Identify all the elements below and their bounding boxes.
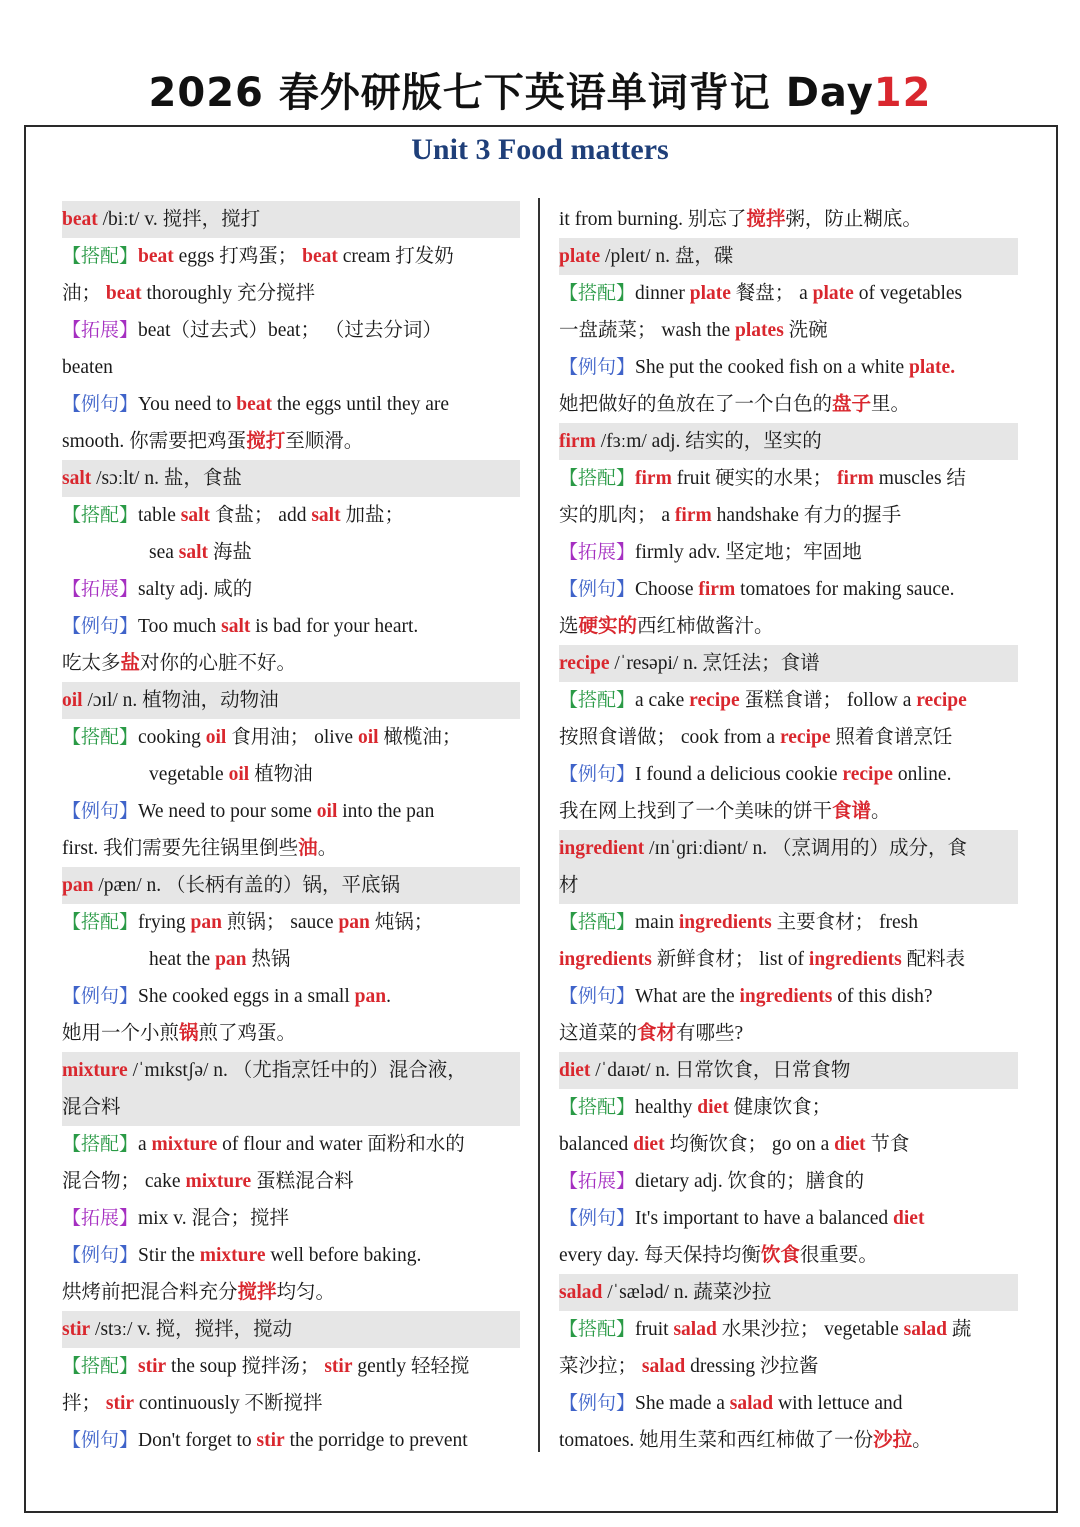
row-text: 油； [62,283,106,304]
collocation-tag: 【搭配】 [62,245,139,267]
row-text: 均匀。 [276,1282,336,1303]
row-text: /ɪnˈɡriːdiənt/ n. （烹调用的）成分，食 [644,838,968,859]
highlight-text: diet [697,1097,729,1118]
row-text: /stɜː/ v. 搅，搅拌，搅动 [90,1319,293,1340]
text-row [62,830,520,867]
highlight-text: recipe [559,653,610,674]
highlight-text: ingredients [678,912,772,933]
example-row [559,349,1018,386]
example-row [559,978,1018,1015]
highlight-text: firm [635,468,672,489]
highlight-text: ingredients [808,949,902,970]
page-title [0,64,1080,122]
example-tag: 【例句】 [62,1429,139,1451]
row-text: dressing 沙拉酱 [685,1356,819,1377]
highlight-text: diet [559,1060,591,1081]
row-text: /ɔɪl/ n. 植物油，动物油 [82,690,279,711]
row-text: sea [149,542,179,563]
example-tag: 【例句】 [559,578,636,600]
collocation-row [559,682,1018,719]
headword-row [559,645,1018,682]
highlight-text: pan [215,949,247,970]
row-text: 煎了鸡蛋。 [198,1023,297,1044]
extension-tag: 【拓展】 [62,1207,139,1229]
highlight-text: salt [180,505,211,526]
extension-row [62,312,520,349]
row-text: every day. 每天保持均衡 [559,1245,761,1266]
row-text: 海盐 [208,542,252,563]
row-text: dinner [635,283,690,304]
text-row [559,1126,1018,1163]
row-text: healthy [635,1097,698,1118]
example-row [559,1200,1018,1237]
highlight-text: firm [559,431,596,452]
row-text: Don't forget to [138,1430,257,1451]
text-row [62,1385,520,1422]
row-text: /ˈresəpi/ n. 烹饪法；食谱 [609,653,820,674]
highlight-text: salt [311,505,341,526]
row-text: main [635,912,679,933]
collocation-row [559,275,1018,312]
row-text: the porridge to prevent [284,1430,468,1451]
collocation-tag: 【搭配】 [559,282,636,304]
row-text: 这道菜的 [559,1023,638,1044]
example-row [62,386,520,423]
highlight-text: stir [105,1393,135,1414]
example-row [62,978,520,1015]
row-text: 混合料 [62,1097,121,1118]
row-text: vegetable [149,764,229,785]
row-text: eggs 打鸡蛋； [173,246,303,267]
text-row [62,1015,520,1052]
row-text: balanced [559,1134,634,1155]
highlight-text: salt [178,542,209,563]
row-text: 均衡饮食； go on a [664,1134,835,1155]
row-text: thoroughly 充分搅拌 [141,283,315,304]
row-text: 洗碗 [783,320,828,341]
highlight-text: mixture [62,1060,128,1081]
highlight-text: salad [559,1282,603,1303]
row-text: 按照食谱做； cook from a [559,727,780,748]
highlight-text: beat [236,394,272,415]
headword-row [62,1089,520,1126]
highlight-text: firm [674,505,712,526]
row-text: continuously 不断搅拌 [134,1393,323,1414]
text-row [62,349,520,386]
highlight-text: 食谱 [832,801,872,822]
highlight-text: diet [633,1134,665,1155]
example-tag: 【例句】 [559,356,636,378]
row-text: 主要食材； fresh [771,912,918,933]
headword-row [559,830,1018,867]
row-text: Stir the [138,1245,200,1266]
row-text: 。 [871,801,891,822]
highlight-text: stir [138,1356,167,1377]
row-text: frying [138,912,191,933]
row-text: 新鲜食材； list of [651,949,809,970]
row-text: 蔬 [947,1319,972,1340]
highlight-text: diet [834,1134,866,1155]
highlight-text: plate [559,246,601,267]
text-row [62,275,520,312]
unit-title: Unit 3 Food matters [411,133,669,166]
row-text: 混合物； cake [62,1171,186,1192]
row-text: Choose [635,579,699,600]
highlight-text: plate [689,283,731,304]
row-text: 。 [912,1430,932,1451]
row-text: 至顺滑。 [285,431,364,452]
row-text: a [138,1134,152,1155]
row-text: 拌； [62,1393,106,1414]
highlight-text: oil [316,801,338,822]
headword-row [62,1311,520,1348]
right-column [559,201,1018,1459]
headword-row [559,423,1018,460]
row-text: /pæn/ n. （长柄有盖的）锅，平底锅 [93,875,401,896]
highlight-text: oil [62,690,83,711]
example-row [559,571,1018,608]
highlight-text: mixture [151,1134,218,1155]
row-text: 食用油； olive [226,727,358,748]
text-row [62,1163,520,1200]
text-row [559,1422,1018,1459]
highlight-text: beat [138,246,174,267]
text-row [559,1015,1018,1052]
highlight-text: salad [903,1319,948,1340]
row-text: dietary adj. 饮食的；膳食的 [635,1171,865,1192]
row-text: 蛋糕混合料 [251,1171,354,1192]
highlight-text: salad [729,1393,774,1414]
highlight-text: diet [893,1208,925,1229]
row-text: of vegetables [853,283,963,304]
row-text: 一盘蔬菜； wash the [559,320,736,341]
row-text: a cake [635,690,690,711]
headword-row [559,1052,1018,1089]
row-text: first. 我们需要先往锅里倒些 [62,838,299,859]
row-text: muscles 结 [873,468,966,489]
row-text: mix v. 混合；搅拌 [138,1208,289,1229]
highlight-text: 食材 [637,1023,677,1044]
highlight-text: ingredient [559,838,645,859]
row-text: online. [892,764,952,785]
collocation-row [559,460,1018,497]
collocation-tag: 【搭配】 [559,1318,636,1340]
left-column [62,201,520,1459]
text-row [62,645,520,682]
row-text: 餐盘； a [730,283,813,304]
text-row [559,719,1018,756]
row-text: 橄榄油； [378,727,462,748]
highlight-text: 锅 [179,1023,199,1044]
highlight-text: 硬实的 [578,616,638,637]
text-row [559,201,1018,238]
page-title-prefix: 2026 春外研版七下英语单词背记 Day [148,70,874,116]
headword-row [62,682,520,719]
highlight-text: pan [354,986,387,1007]
row-text: the eggs until they are [272,394,450,415]
text-row [559,1348,1018,1385]
highlight-text: firm [698,579,736,600]
extension-tag: 【拓展】 [559,541,636,563]
highlight-text: 盐 [120,653,141,674]
collocation-row [62,1126,520,1163]
extension-row [62,571,520,608]
highlight-text: stir [62,1319,91,1340]
highlight-text: 沙拉 [873,1430,913,1451]
row-text: 吃太多 [62,653,121,674]
example-tag: 【例句】 [62,800,139,822]
text-row [62,534,520,571]
row-text: 食盐； add [210,505,312,526]
row-text: /pleɪt/ n. 盘，碟 [600,246,734,267]
highlight-text: salt [221,616,251,637]
highlight-text: stir [256,1430,285,1451]
row-text: 有哪些? [676,1023,744,1044]
row-text: She made a [635,1393,730,1414]
collocation-row [559,1089,1018,1126]
row-text: /fɜːm/ adj. 结实的，坚实的 [595,431,822,452]
row-text: fruit [635,1319,674,1340]
row-text: 我在网上找到了一个美味的饼干 [559,801,833,822]
highlight-text: ingredients [739,986,833,1007]
row-text: well before baking. [265,1245,422,1266]
extension-tag: 【拓展】 [62,578,139,600]
text-row [62,423,520,460]
example-tag: 【例句】 [559,985,636,1007]
extension-tag: 【拓展】 [559,1170,636,1192]
extension-row [559,534,1018,571]
text-row [559,793,1018,830]
highlight-text: pan [338,912,370,933]
example-row [62,1422,520,1459]
row-text: 粥，防止糊底。 [785,209,922,230]
row-text: cooking [138,727,206,748]
row-text: cream 打发奶 [337,246,454,267]
extension-row [62,1200,520,1237]
text-row [62,756,520,793]
text-row [62,941,520,978]
example-row [62,608,520,645]
highlight-text: mixture [199,1245,266,1266]
row-text: gently 轻轻搅 [352,1356,470,1377]
row-text: of flour and water 面粉和水的 [217,1134,465,1155]
collocation-tag: 【搭配】 [62,911,139,933]
highlight-text: recipe [779,727,831,748]
row-text: /ˈsæləd/ n. 蔬菜沙拉 [602,1282,772,1303]
row-text: 很重要。 [799,1245,878,1266]
row-text: 蛋糕食谱； follow a [739,690,917,711]
collocation-row [62,1348,520,1385]
row-text: I found a delicious cookie [635,764,843,785]
highlight-text: 盘子 [832,394,872,415]
highlight-text: oil [205,727,227,748]
headword-row [62,867,520,904]
headword-row [559,238,1018,275]
column-divider [538,198,540,1452]
example-tag: 【例句】 [559,1207,636,1229]
example-row [559,756,1018,793]
example-tag: 【例句】 [62,985,139,1007]
row-text: 她把做好的鱼放在了一个白色的 [559,394,833,415]
page-title-day: 12 [873,70,932,116]
highlight-text: beat [302,246,338,267]
row-text: You need to [138,394,237,415]
row-text: What are the [635,986,740,1007]
headword-row [62,201,520,238]
collocation-row [62,719,520,756]
highlight-text: plates [735,320,784,341]
row-text: beat（过去式）beat； （过去分词） [138,320,442,341]
highlight-text: stir [324,1356,353,1377]
headword-row [62,1052,520,1089]
row-text: 节食 [865,1134,910,1155]
collocation-tag: 【搭配】 [559,1096,636,1118]
highlight-text: oil [357,727,379,748]
highlight-text: beat [62,209,98,230]
row-text: /biːt/ v. 搅拌，搅打 [97,209,261,230]
collocation-tag: 【搭配】 [62,726,139,748]
row-text: 西红柿做酱汁。 [637,616,774,637]
collocation-tag: 【搭配】 [559,911,636,933]
row-text: /ˈmɪkstʃə/ n. （尤指烹饪中的）混合液， [127,1060,467,1081]
row-text: 照着食谱烹饪 [830,727,953,748]
row-text: heat the [149,949,216,970]
row-text: firmly adv. 坚定地；牢固地 [635,542,862,563]
collocation-row [559,1311,1018,1348]
text-row [559,497,1018,534]
highlight-text: beat [105,283,142,304]
highlight-text: plate [812,283,854,304]
highlight-text: ingredients [559,949,652,970]
example-row [559,1385,1018,1422]
text-row [62,1274,520,1311]
row-text: tomatoes. 她用生菜和西红柿做了一份 [559,1430,874,1451]
row-text: handshake 有力的握手 [711,505,902,526]
row-text: She cooked eggs in a small [138,986,355,1007]
headword-row [559,1274,1018,1311]
headword-row [62,460,520,497]
row-text: . [386,986,391,1007]
row-text: /ˈdaɪət/ n. 日常饮食，日常食物 [590,1060,851,1081]
highlight-text: oil [228,764,250,785]
highlight-text: salt [62,468,92,489]
highlight-text: 饮食 [760,1245,800,1266]
row-text: table [138,505,181,526]
headword-row [559,867,1018,904]
row-text: 菜沙拉； [559,1356,642,1377]
collocation-row [62,497,520,534]
collocation-row [559,904,1018,941]
row-text: 。 [317,838,338,859]
highlight-text: salad [641,1356,686,1377]
text-row [559,312,1018,349]
highlight-text: 搅打 [246,431,286,452]
text-row [559,386,1018,423]
row-text: 实的肌肉； a [559,505,675,526]
row-text: 煎锅； sauce [222,912,339,933]
collocation-row [62,904,520,941]
row-text: 健康饮食； [728,1097,832,1118]
row-text: beaten [62,357,113,378]
highlight-text: pan [190,912,222,933]
highlight-text: pan [62,875,94,896]
highlight-text: salad [673,1319,717,1340]
example-tag: 【例句】 [559,763,636,785]
highlight-text: 油 [298,838,318,859]
row-text: We need to pour some [138,801,317,822]
highlight-text: recipe [842,764,893,785]
row-text: of this dish? [832,986,933,1007]
row-text: It's important to have a balanced [635,1208,894,1229]
example-tag: 【例句】 [559,1392,636,1414]
text-row [559,941,1018,978]
example-tag: 【例句】 [62,1244,139,1266]
row-text: the soup 搅拌汤； [166,1356,325,1377]
row-text: 配料表 [901,949,966,970]
row-text: 植物油 [249,764,313,785]
text-row [559,1237,1018,1274]
row-text: 选 [559,616,579,637]
collocation-tag: 【搭配】 [559,467,636,489]
collocation-tag: 【搭配】 [62,1355,139,1377]
row-text: it from burning. 别忘了 [559,209,747,230]
row-text: 热锅 [246,949,291,970]
row-text: 里。 [871,394,911,415]
text-row [559,608,1018,645]
highlight-text: 搅拌 [746,209,786,230]
example-tag: 【例句】 [62,393,139,415]
row-text: 材 [559,875,579,896]
row-text: with lettuce and [773,1393,903,1414]
highlight-text: firm [837,468,874,489]
collocation-tag: 【搭配】 [62,504,139,526]
extension-row [559,1163,1018,1200]
example-tag: 【例句】 [62,615,139,637]
example-row [62,793,520,830]
row-text: fruit 硬实的水果； [671,468,838,489]
row-text: She put the cooked fish on a white [635,357,910,378]
highlight-text: recipe [689,690,740,711]
row-text: into the pan [337,801,435,822]
row-text: salty adj. 咸的 [138,579,253,600]
row-text: 对你的心脏不好。 [140,653,297,674]
highlight-text: plate. [909,357,956,378]
extension-tag: 【拓展】 [62,319,139,341]
collocation-tag: 【搭配】 [62,1133,139,1155]
highlight-text: mixture [185,1171,252,1192]
row-text: Too much [138,616,222,637]
collocation-tag: 【搭配】 [559,689,636,711]
row-text: smooth. 你需要把鸡蛋 [62,431,247,452]
row-text: 烘烤前把混合料充分 [62,1282,238,1303]
highlight-text: recipe [916,690,967,711]
highlight-text: 搅拌 [237,1282,277,1303]
row-text: is bad for your heart. [250,616,419,637]
row-text: /sɔːlt/ n. 盐，食盐 [91,468,242,489]
row-text: 炖锅； [369,912,434,933]
collocation-row [62,238,520,275]
row-text: tomatoes for making sauce. [735,579,955,600]
row-text: 水果沙拉； vegetable [716,1319,904,1340]
example-row [62,1237,520,1274]
row-text: 加盐； [340,505,404,526]
row-text: 她用一个小煎 [62,1023,180,1044]
